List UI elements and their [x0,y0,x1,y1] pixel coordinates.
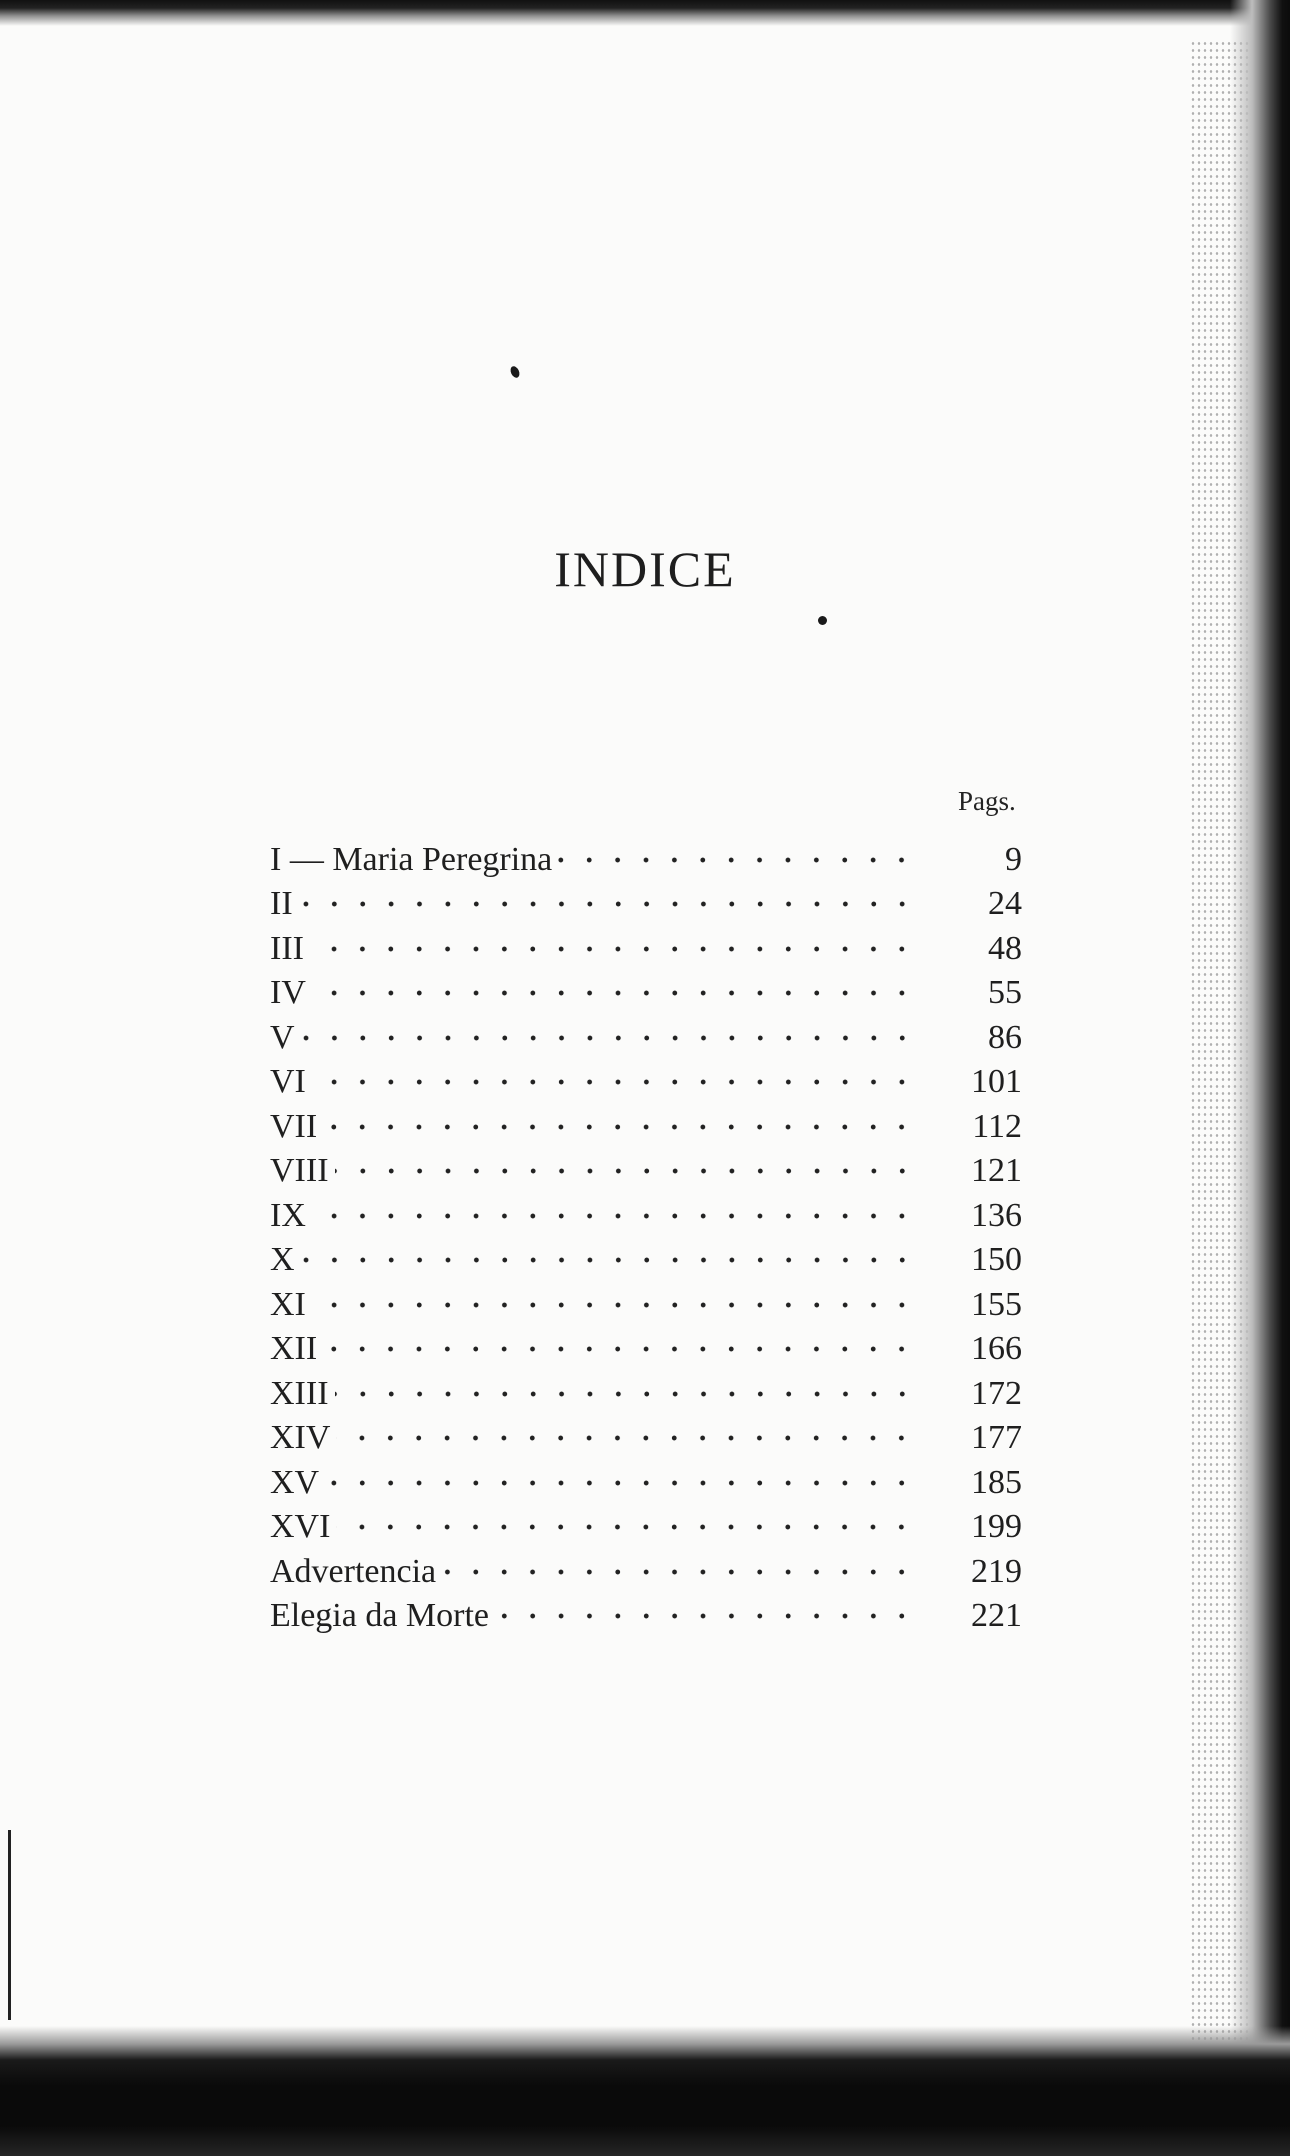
dot-leader [312,1062,920,1102]
toc-entry [270,1013,1022,1058]
toc-entry [270,1280,1022,1325]
toc-entry [270,1147,1022,1192]
toc-entry-label: II [270,885,293,922]
toc-entry-label: IX [270,1196,306,1234]
toc-entry [270,835,1022,880]
dot-leader [323,1329,920,1369]
dot-leader [301,1018,920,1058]
dot-leader [558,840,920,880]
dot-leader [336,1418,920,1458]
dot-leader [301,1240,920,1280]
toc-entry-label: XIV [270,1419,331,1456]
toc-entry-page: 112 [972,1107,1022,1145]
toc-entry [270,1592,1022,1637]
toc-entry [270,1236,1022,1281]
toc-entry-label: V [270,1018,295,1056]
ink-spot [818,616,827,625]
toc-entry-page: 221 [971,1597,1022,1634]
toc-entry-page: 177 [971,1419,1022,1456]
dot-leader [442,1552,920,1592]
toc-entry-label: IV [270,974,306,1011]
dot-leader [299,884,920,924]
page-column-header: Pags. [958,786,1016,816]
toc-entry-label: III [270,929,304,967]
toc-entry [270,1503,1022,1548]
toc-entry-page: 150 [971,1241,1022,1278]
toc-entry-label: VIII [270,1152,329,1189]
toc-entry [270,1191,1022,1236]
toc-entry-page: 86 [988,1018,1022,1056]
toc-entry-page: 121 [971,1152,1022,1189]
toc-entry-page: 219 [971,1552,1022,1590]
toc-entry-page: 185 [971,1463,1022,1501]
scan-top-edge [0,0,1290,26]
dot-leader [495,1596,920,1636]
ink-spot [509,365,521,379]
toc-entry-label: X [270,1241,295,1278]
dot-leader [336,1507,920,1547]
toc-entry-label: I — Maria Peregrina [270,840,553,878]
dot-leader [312,1285,920,1325]
toc-entry [270,1102,1022,1147]
toc-entry-page: 155 [971,1285,1022,1323]
toc-entry [270,924,1022,969]
toc-entry-label: VI [270,1063,306,1100]
toc-entry [270,1414,1022,1459]
toc-entry [270,1547,1022,1592]
dot-leader [323,1107,920,1147]
toc-entry [270,969,1022,1014]
toc-entry-label: XI [270,1285,306,1323]
toc-entry-label: XII [270,1330,318,1367]
toc-entry [270,1369,1022,1414]
toc-entry-page: 55 [988,974,1022,1011]
toc-entry-page: 101 [971,1063,1022,1100]
toc-entry [270,1325,1022,1370]
toc-entry-label: Advertencia [270,1552,437,1590]
toc-entry [270,1058,1022,1103]
dot-leader [312,973,920,1013]
dot-leader [310,929,920,969]
table-of-contents [270,835,1022,1636]
dot-leader [312,1196,920,1236]
toc-entry-label: XVI [270,1508,331,1545]
toc-entry-label: VII [270,1107,318,1145]
dot-leader [335,1374,920,1414]
toc-entry [270,1458,1022,1503]
page-title: INDICE [554,541,736,597]
toc-entry-label: Elegia da Morte [270,1597,490,1634]
scan-bottom-edge [0,2026,1290,2156]
toc-entry-page: 24 [988,885,1022,922]
toc-entry-page: 199 [971,1508,1022,1545]
toc-entry-page: 48 [988,929,1022,967]
toc-entry-label: XIII [270,1374,329,1412]
scan-right-edge [1230,0,1290,2156]
dot-leader [325,1463,920,1503]
toc-entry-page: 136 [971,1196,1022,1234]
toc-entry-label: XV [270,1463,320,1501]
toc-entry-page: 172 [971,1374,1022,1412]
toc-entry-page: 166 [971,1330,1022,1367]
toc-entry-page: 9 [1005,840,1022,878]
scan-left-mark [8,1830,11,2020]
dot-leader [335,1151,920,1191]
toc-entry [270,880,1022,925]
